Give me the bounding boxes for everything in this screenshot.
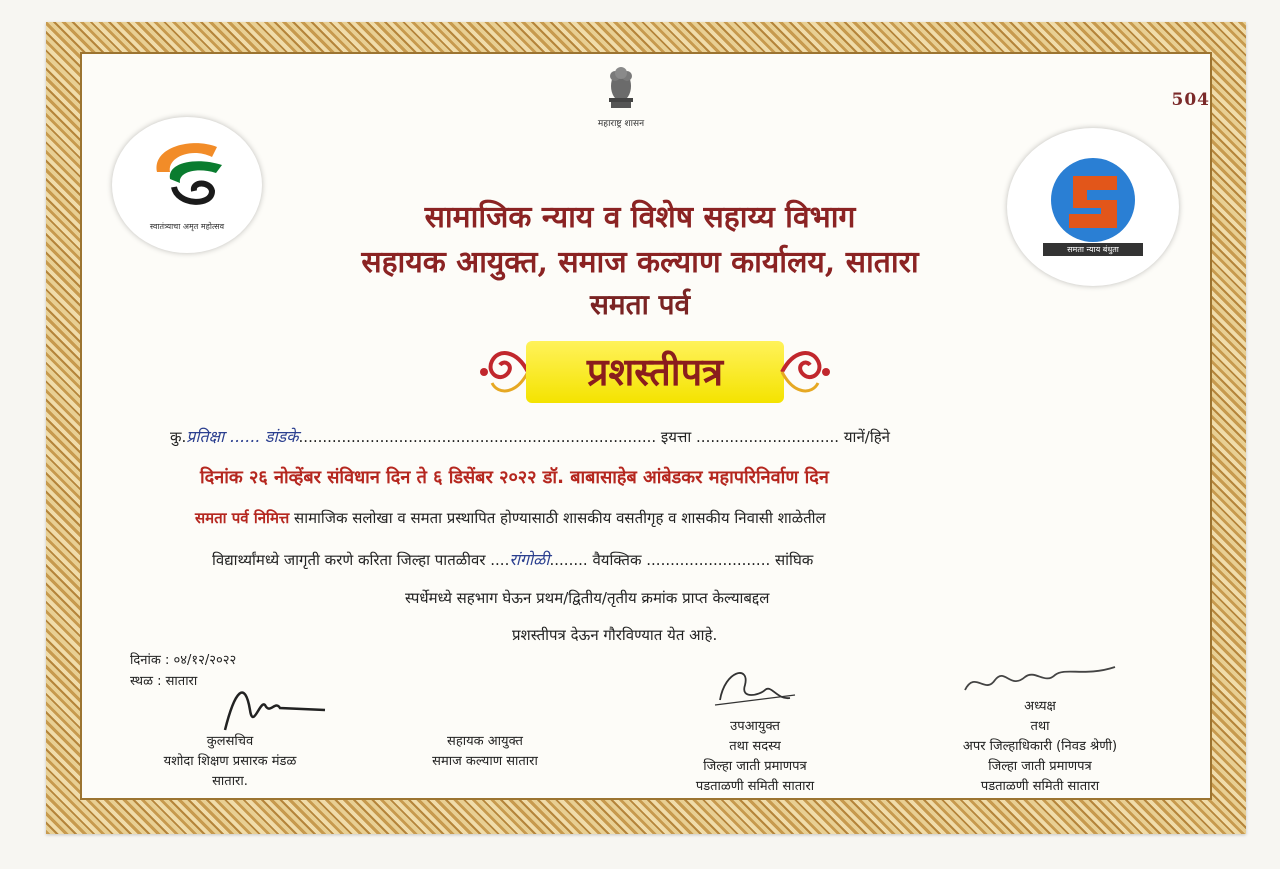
sig1-line3: सातारा.	[212, 774, 248, 789]
sig4-line2: तथा	[1030, 719, 1050, 734]
banner-title: प्रशस्तीपत्र	[586, 349, 724, 394]
individual-label: वैयक्तिक	[592, 551, 642, 569]
signatory-registrar	[130, 732, 330, 792]
rank-line: स्पर्धेमध्ये सहभाग घेऊन प्रथम/द्वितीय/तृतीय क्रमांक प्राप्त केल्याबद्दल	[405, 589, 770, 607]
signatory-deputy-commissioner	[660, 717, 850, 797]
office-title: सहायक आयुक्त, समाज कल्याण कार्यालय, सातारा	[361, 245, 919, 280]
sig2-line2: समाज कल्याण सातारा	[432, 754, 538, 769]
samta-emblem-icon	[1007, 128, 1179, 248]
competition-dots-b: ..........................	[646, 551, 771, 569]
serial-number: 504	[1171, 90, 1210, 110]
ashoka-emblem-icon	[601, 62, 641, 114]
recipient-dots-a: ...........................................................................	[298, 428, 657, 446]
sig3-line2: तथा सदस्य	[729, 739, 781, 754]
left-flourish-icon	[478, 339, 530, 405]
right-logo-caption: समता न्याय बंधुता	[1043, 243, 1143, 256]
recipient-name: प्रतिक्षा ...... डांडके	[186, 427, 299, 446]
sig3-line3: जिल्हा जाती प्रमाणपत्र	[703, 759, 807, 774]
signatory-assistant-commissioner	[405, 732, 565, 772]
competition-dots-a: ........	[549, 551, 588, 569]
signatory-chairman	[920, 697, 1160, 797]
certificate-banner	[478, 333, 832, 413]
group-label: सांघिक	[775, 551, 814, 569]
sig4-line4: जिल्हा जाती प्रमाणपत्र	[988, 759, 1092, 774]
standard-label: इयत्ता	[660, 428, 692, 446]
competition-line	[212, 548, 813, 570]
recipient-prefix: कु.	[170, 428, 187, 446]
sig4-line1: अध्यक्ष	[1024, 699, 1056, 714]
state-emblem	[591, 62, 651, 129]
recipient-suffix: यानें/हिने	[843, 428, 890, 446]
issue-place: स्थळ : सातारा	[130, 674, 198, 689]
purpose-text: सामाजिक सलोखा व समता प्रस्थापित होण्यासाठी शासकीय वसतीगृह व शासकीय निवासी शाळेतील	[289, 509, 826, 527]
competition-text: विद्यार्थ्यांमध्ये जागृती करणे करिता जिल्हा पातळीवर ....	[212, 551, 510, 569]
sig4-line3: अपर जिल्हाधिकारी (निवड श्रेणी)	[962, 739, 1118, 754]
recipient-line	[170, 425, 890, 447]
department-title: सामाजिक न्याय व विशेष सहाय्य विभाग	[424, 200, 856, 235]
sig2-line1: सहायक आयुक्त	[447, 734, 523, 749]
sig3-line1: उपआयुक्त	[730, 719, 780, 734]
event-title: समता पर्व	[589, 288, 691, 321]
samta-nyay-logo	[1007, 128, 1179, 286]
purpose-highlight: समता पर्व निमित्त	[195, 509, 290, 527]
event-dates-line: दिनांक २६ नोव्हेंबर संविधान दिन ते ६ डिसेंबर २०२२ डॉ. बाबासाहेब आंबेडकर महापरिनिर्वाण दिन	[200, 467, 829, 488]
competition-name: रांगोळी	[509, 550, 550, 569]
tricolor-swirl-icon	[112, 117, 262, 217]
left-logo-caption: स्वातंत्र्याचा अमृत महोत्सव	[149, 222, 225, 231]
sig4-line5: पडताळणी समिती सातारा	[980, 779, 1100, 794]
sig1-line2: यशोदा शिक्षण प्रसारक मंडळ	[163, 754, 297, 769]
closing-line: प्रशस्तीपत्र देऊन गौरविण्यात येत आहे.	[512, 626, 718, 644]
emblem-caption: महाराष्ट्र शासन	[597, 119, 645, 129]
right-flourish-icon	[780, 339, 832, 405]
sig1-line1: कुलसचिव	[206, 734, 254, 749]
issue-date: दिनांक : ०४/१२/२०२२	[130, 653, 237, 668]
sig3-line4: पडताळणी समिती सातारा	[695, 779, 815, 794]
amrit-mahotsav-logo	[112, 117, 262, 253]
signature-3-icon	[705, 660, 805, 720]
purpose-line	[195, 508, 826, 528]
recipient-dots-b: ..............................	[696, 428, 840, 446]
